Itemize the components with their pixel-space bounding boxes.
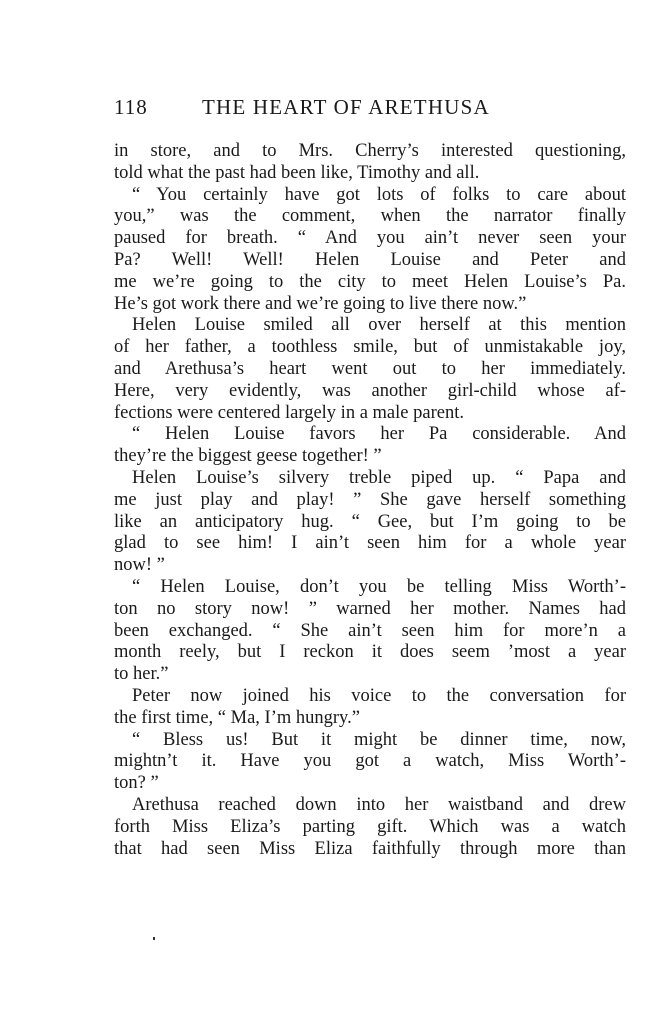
text-line: Pa? Well! Well! Helen Louise and Peter and bbox=[114, 249, 626, 270]
text-line: to her.” bbox=[114, 664, 169, 685]
text-line: “ Helen Louise favors her Pa considerable. And bbox=[132, 424, 626, 445]
text-line: they’re the biggest geese together! ” bbox=[114, 446, 382, 467]
text-line: mightn’t it. Have you got a watch, Miss Worth’- bbox=[114, 751, 626, 772]
text-line: told what the past had been like, Timothy and all. bbox=[114, 162, 480, 183]
text-line: month reely, but I reckon it does seem ’most a year bbox=[114, 642, 626, 663]
text-line: of her father, a toothless smile, but of unmistakable joy, bbox=[114, 337, 626, 358]
printing-speck bbox=[153, 937, 155, 940]
text-line: you,” was the comment, when the narrator finally bbox=[114, 206, 626, 227]
text-line: like an anticipatory hug. “ Gee, but I’m going to be bbox=[114, 511, 626, 532]
body-text bbox=[114, 141, 626, 860]
text-line: me we’re going to the city to meet Helen Louise’s Pa. bbox=[114, 271, 626, 292]
text-line: fections were centered largely in a male parent. bbox=[114, 402, 464, 423]
text-line: the first time, “ Ma, I’m hungry.” bbox=[114, 707, 360, 728]
text-line: Arethusa reached down into her waistband and drew bbox=[132, 794, 626, 815]
text-line: that had seen Miss Eliza faithfully through more than bbox=[114, 838, 626, 859]
text-line: Helen Louise’s silvery treble piped up. “ Papa and bbox=[132, 467, 626, 488]
text-line: Peter now joined his voice to the conversation for bbox=[132, 685, 626, 706]
page-number: 118 bbox=[114, 95, 148, 119]
text-line: “ You certainly have got lots of folks to care about bbox=[132, 184, 626, 205]
text-line: in store, and to Mrs. Cherry’s interested questioning, bbox=[114, 141, 626, 161]
text-line: me just play and play! ” She gave herself something bbox=[114, 489, 626, 510]
text-line: “ Helen Louise, don’t you be telling Miss Worth’- bbox=[132, 576, 626, 597]
text-line: Helen Louise smiled all over herself at this mention bbox=[132, 315, 626, 336]
text-line: ton no story now! ” warned her mother. Names had bbox=[114, 598, 626, 619]
text-line: and Arethusa’s heart went out to her immediately. bbox=[114, 358, 626, 379]
text-line: forth Miss Eliza’s parting gift. Which was a watch bbox=[114, 816, 626, 837]
running-title: THE HEART OF ARETHUSA bbox=[202, 95, 490, 119]
text-line: ton? ” bbox=[114, 773, 159, 794]
text-line: glad to see him! I ain’t seen him for a whole year bbox=[114, 533, 626, 554]
text-line: “ Bless us! But it might be dinner time, now, bbox=[132, 729, 626, 750]
text-line: Here, very evidently, was another girl-child whose af- bbox=[114, 380, 626, 401]
text-line: been exchanged. “ She ain’t seen him for more’n a bbox=[114, 620, 626, 641]
text-line: now! ” bbox=[114, 555, 165, 576]
page-header bbox=[114, 92, 626, 122]
text-line: He’s got work there and we’re going to live there now.” bbox=[114, 293, 527, 314]
text-line: paused for breath. “ And you ain’t never seen your bbox=[114, 228, 626, 249]
